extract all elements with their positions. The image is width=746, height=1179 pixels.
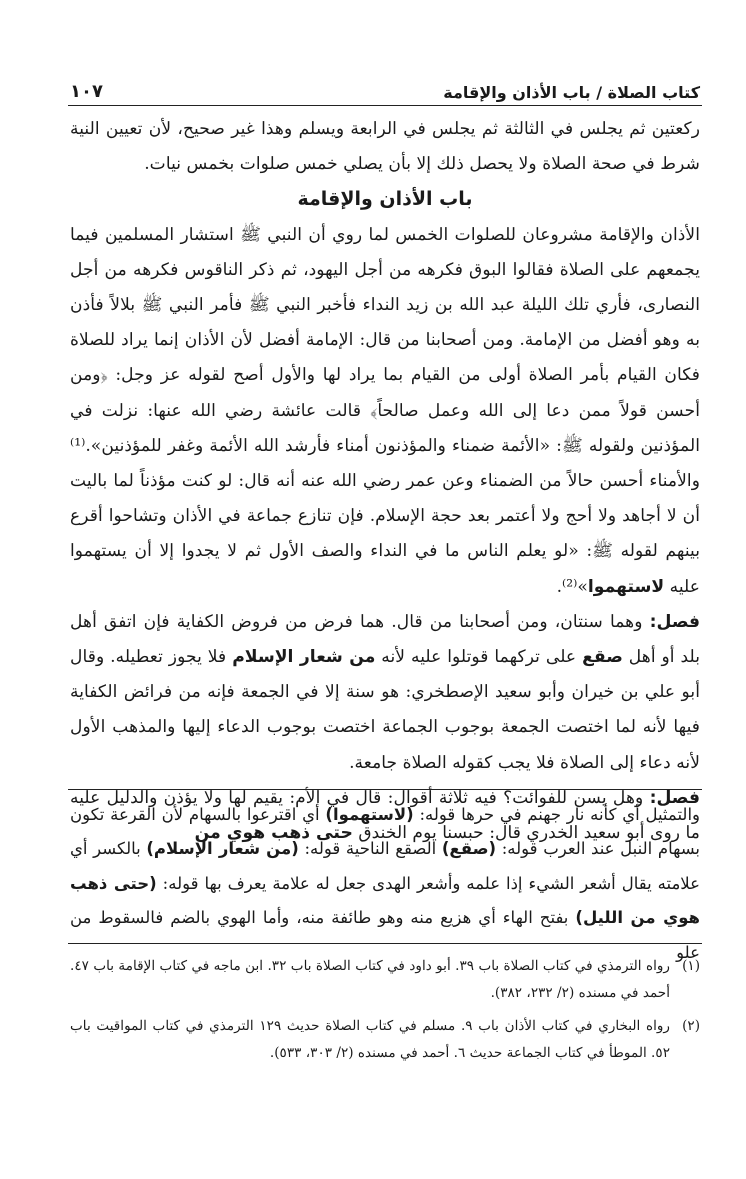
paragraph-adhan <box>70 218 700 605</box>
commentary-part-c: أي اقترعوا بالسهام لأن القرعة تكون بسهام النبل عند العرب قوله: <box>70 805 701 859</box>
running-title: كتاب الصلاة / باب الأذان والإقامة <box>443 83 700 102</box>
paragraph-fasl-1 <box>70 605 700 781</box>
bold-term-hawiy: حتى ذهب هوي من <box>194 823 353 844</box>
paragraph-adhan-tail: »⁽²⁾. <box>556 576 588 597</box>
commentary-text <box>70 798 700 970</box>
bold-term-lastahamu: لاستهموا <box>587 576 665 597</box>
chapter-title: باب الأذان والإقامة <box>297 188 473 211</box>
commentary-part-f: بفتح الهاء أي هزيع منه وهو طائفة منه، وأما الهوي بالضم فالسقوط من علو <box>70 908 700 962</box>
paragraph-intro: ركعتين ثم يجلس في الثالثة ثم يجلس في الرابعة ويسلم وهذا غير صحيح، لأن تعيين النية شرط في صحة الصلاة ولا يحصل ذلك إلا بأن يصلي خمس صلوات بخمس نيات. <box>70 119 700 175</box>
paragraph-adhan-text: الأذان والإقامة مشروعان للصلوات الخمس لما روي أن النبي ﷺ استشار المسلمين فيما يجمعهم على الصلاة فقالوا البوق فكرهه من أجل اليهود، ثم ذكر الناقوس فكرهه من أجل النصارى، فأري تلك الليلة عبد الله بن زيد النداء فأخبر النبي ﷺ فأمر النبي ﷺ بلالاً فأذن به وهو أفضل من الإمامة. ومن أصحابنا من قال: الإمامة أفضل لأن الأذان إنما يراد للصلاة فكان القيام بأمر الصلاة أولى من القيام بما يراد لها والأول أصح لقوله عز وجل: ﴿ومن أحسن قولاً ممن دعا إلى الله وعمل صالحاً﴾ قالت عائشة رضي الله عنها: نزلت في المؤذنين ولقوله ﷺ: «الأئمة ضمناء والمؤذنون أمناء فأرشد الله الأئمة وغفر للمؤذنين».⁽¹⁾ والأمناء أحسن حالاً من الضمناء وعن عمر رضي الله عنه أنه قال: لو كنت مؤذناً لما باليت أن لا أجاهد ولا أحج ولا أعتمر بعد حجة الإسلام. فإن تنازع جماعة في الأذان وتشاحوا أقرع بينهم لقوله ﷺ: «لو يعلم الناس ما في النداء والصف الأول ثم لا يجدوا إلا أن يستهموا عليه <box>70 224 700 597</box>
footnote-text: رواه الترمذي في كتاب الصلاة باب ٣٩. أبو داود في كتاب الصلاة باب ٣٢. ابن ماجه في كتاب الإقامة باب ٤٧. أحمد في مسنده (٢/ ٢٣٢، ٣٨٢). <box>70 958 670 1001</box>
commentary-part-d: الصقع الناحية قوله: <box>304 839 437 859</box>
footnotes <box>70 953 700 1073</box>
fasl-heading-2: فصل: <box>649 787 700 808</box>
commentary-part-e: بالكسر أي علامته يقال أشعر الشيء إذا علمه وأشعر الهدى جعل له علامة يعرف بها قوله: <box>70 839 700 893</box>
running-header <box>70 74 700 102</box>
footnote-text: رواه البخاري في كتاب الأذان باب ٩. مسلم في كتاب الصلاة حديث ١٢٩ الترمذي في كتاب المواقيت باب ٥٢. الموطأ في كتاب الجماعة حديث ٦. أحمد في مسنده (٢/ ٣٠٣، ٥٣٣). <box>70 1018 670 1061</box>
main-text <box>70 112 700 851</box>
commentary-term-3: (من شعار الإسلام) <box>146 839 299 859</box>
footnote <box>70 953 700 1007</box>
commentary-term-4: (حتى ذهب هوي من الليل) <box>70 873 700 928</box>
footnote-number: (٢) <box>682 1018 700 1034</box>
footnote-number: (١) <box>682 958 700 974</box>
page-number: ١٠٧ <box>70 81 103 102</box>
bold-term-suqa: صقع <box>582 647 623 668</box>
commentary-divider <box>68 789 702 790</box>
fasl-1-text-b: على تركهما قوتلوا عليه لأنه <box>381 647 577 668</box>
fasl-2-text: وهل يسن للفوائت؟ فيه ثلاثة أقوال: قال في الأم: يقيم لها ولا يؤذن والدليل عليه ما روى أبو سعيد الخدري قال: حبسنا يوم الخندق <box>70 787 700 844</box>
commentary-part-a: والتمثيل أي كأنه نار جهنم في حرها قوله: <box>419 805 701 824</box>
footnote <box>70 1013 700 1067</box>
commentary-term-1: (لاستهموا) <box>325 805 414 824</box>
bold-term-shiar: من شعار الإسلام <box>232 647 376 668</box>
fasl-1-text-a: وهما سنتان، ومن أصحابنا من قال. هما فرض من فروض الكفاية فإن اتفق أهل بلد أو أهل <box>70 611 700 668</box>
commentary <box>70 798 700 970</box>
footnotes-divider <box>68 943 702 944</box>
commentary-term-2: (صقع) <box>441 839 497 859</box>
header-rule <box>68 105 702 106</box>
fasl-1-text-c: فلا يجوز تعطيله. وقال أبو علي بن خيران وأبو سعيد الإصطخري: هو سنة إلا في الجمعة فإنه من فرائض الكفاية فيها لأنه لما اختصت الجمعة بوجوب الجماعة اختصت بوجوب الدعاء إليها والمذهب الأول لأنه دعاء إلى الصلاة فلا يجب كقوله الصلاة جامعة. <box>70 647 700 773</box>
fasl-heading-1: فصل: <box>649 611 701 632</box>
